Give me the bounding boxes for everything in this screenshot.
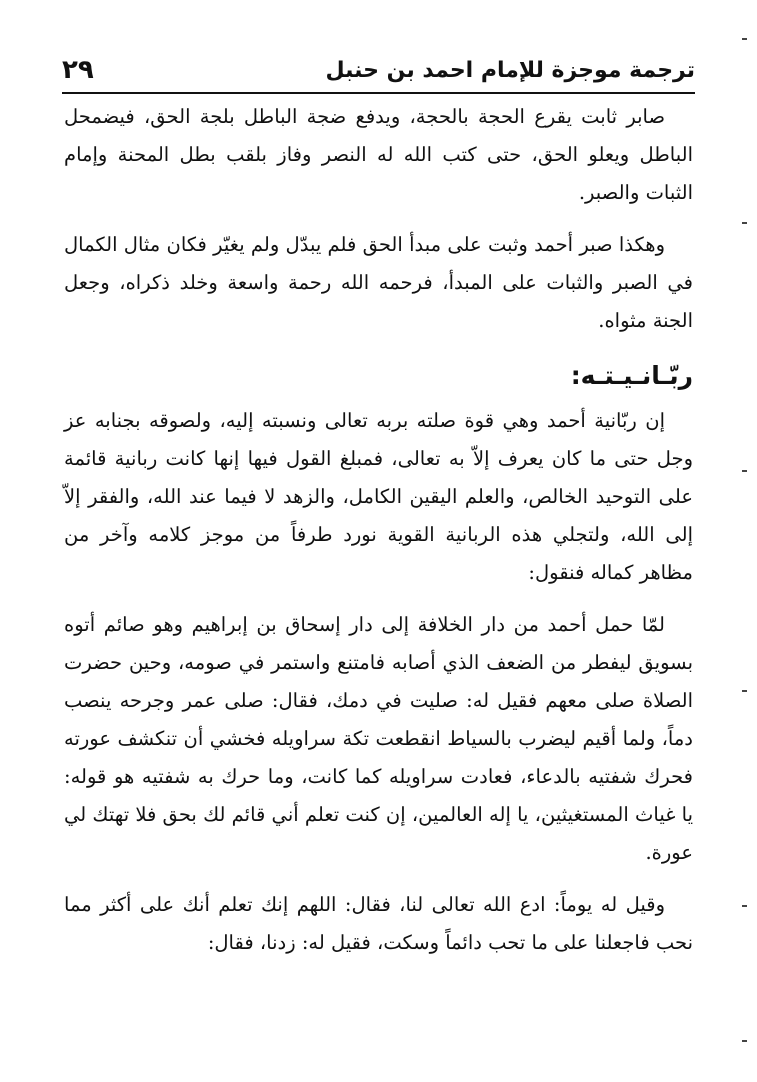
- body-text: [64, 98, 693, 962]
- scan-margin-mark: [742, 905, 747, 907]
- section-heading: ربّـانـيـتـه:: [570, 361, 693, 390]
- scan-margin-mark: [742, 222, 747, 224]
- running-title: ترجمة موجزة للإمام احمد بن حنبل: [325, 57, 695, 83]
- paragraph-supplication: وقيل له يوماً: ادع الله تعالى لنا، فقال: اللهم إنك تعلم أنك على أكثر مما نحب فاجعلنا على ما تحب دائماً وسكت، فقيل له: زدنا، فقال:: [64, 893, 693, 954]
- page-number: ٢٩: [62, 55, 94, 85]
- paragraph-steadfastness: وهكذا صبر أحمد وثبت على مبدأ الحق فلم يبدّل ولم يغيّر فكان مثال الكمال في الصبر والثبات على المبدأ، فرحمه الله رحمة واسعة وخلد ذكراه، وجعل الجنة مثواه.: [64, 233, 693, 332]
- paragraph-patience: صابر ثابت يقرع الحجة بالحجة، ويدفع ضجة الباطل بلجة الحق، فيضمحل الباطل ويعلو الحق، حتى كتب الله له النصر وفاز بلقب بطل المحنة وإمام الثبات والصبر.: [64, 105, 693, 204]
- scan-margin-mark: [742, 470, 747, 472]
- header-rule: [62, 92, 695, 94]
- scan-margin-mark: [742, 690, 747, 692]
- page-header: [62, 50, 695, 90]
- scan-margin-mark: [742, 1040, 747, 1042]
- scan-margin-mark: [742, 38, 747, 40]
- paragraph-caliphate-story: لمّا حمل أحمد من دار الخلافة إلى دار إسحاق بن إبراهيم وهو صائم أتوه بسويق ليفطر من الضعف الذي أصابه فامتنع واستمر في صومه، وحين حضرت الصلاة صلى معهم فقيل له: صليت في دمك، فقال: صلى عمر وجرحه ينصب دماً، ولما أقيم ليضرب بالسياط انقطعت تكة سراويله فخشي أن تنكشف عورته فحرك شفتيه بالدعاء، فعادت سراويله كما كانت، وما حرك به شفتيه هو قوله: يا غياث المستغيثين، يا إله العالمين، إن كنت تعلم أني قائم لك بحق فلا تهتك لي عورة.: [64, 613, 693, 864]
- paragraph-rabbaniyya: إن ربّانية أحمد وهي قوة صلته بربه تعالى ونسبته إليه، ولصوقه بجنابه عز وجل حتى ما كان يعرف إلاّ به تعالى، فمبلغ القول فيها إنها كانت ربانية قائمة على التوحيد الخالص، والعلم اليقين الكامل، والزهد لا فيما عند الله، والفقر إلاّ إلى الله، ولتجلي هذه الربانية القوية نورد طرفاً من موجز كلامه وآخر من مظاهر كماله فنقول:: [64, 409, 693, 584]
